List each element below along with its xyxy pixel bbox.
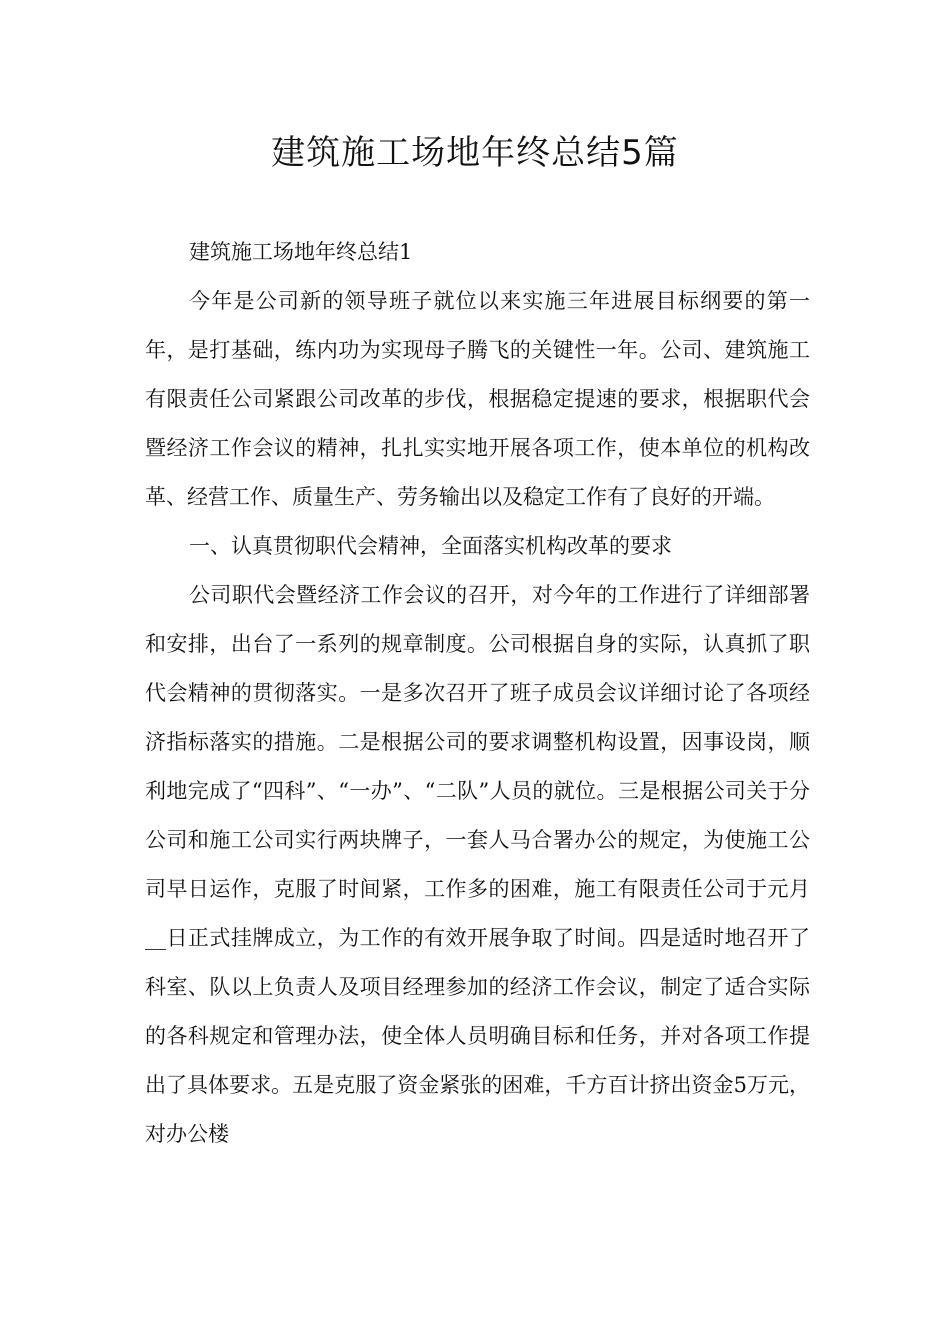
paragraph-reform: 公司职代会暨经济工作会议的召开，对今年的工作进行了详细部署和安排，出台了一系列的规章制度。公司根据自身的实际，认真抓了职代会精神的贯彻落实。一是多次召开了班子成员会议详细讨论了各项经济指标落实的措施。二是根据公司的要求调整机构设置，因事设岗，顺利地完成了“四科”、“一办”、“二队”人员的就位。三是根据公司关于分公司和施工公司实行两块牌子，一套人马合署办公的规定，为使施工公司早日运作，克服了时间紧，工作多的困难，施工有限责任公司于元月__日正式挂牌成立，为工作的有效开展争取了时间。四是适时地召开了科室、队以上负责人及项目经理参加的经济工作会议，制定了适合实际的各科规定和管理办法，使全体人员明确目标和任务，并对各项工作提出了具体要求。五是克服了资金紧张的困难，千方百计挤出资金5万元，对办公楼 [145, 583, 810, 1146]
section-heading-1: 建筑施工场地年终总结1 [189, 240, 413, 264]
document-title: 建筑施工场地年终总结5篇 [271, 133, 679, 173]
subsection-heading-1: 一、认真贯彻职代会精神，全面落实机构改革的要求 [189, 534, 672, 558]
paragraph-intro: 今年是公司新的领导班子就位以来实施三年进展目标纲要的第一年，是打基础，练内功为实现母子腾飞的关键性一年。公司、建筑施工有限责任公司紧跟公司改革的步伐，根据稳定提速的要求，根据职代会暨经济工作会议的精神，扎扎实实地开展各项工作，使本单位的机构改革、经营工作、质量生产、劳务输出以及稳定工作有了良好的开端。 [145, 289, 810, 509]
document-body [145, 228, 810, 1159]
